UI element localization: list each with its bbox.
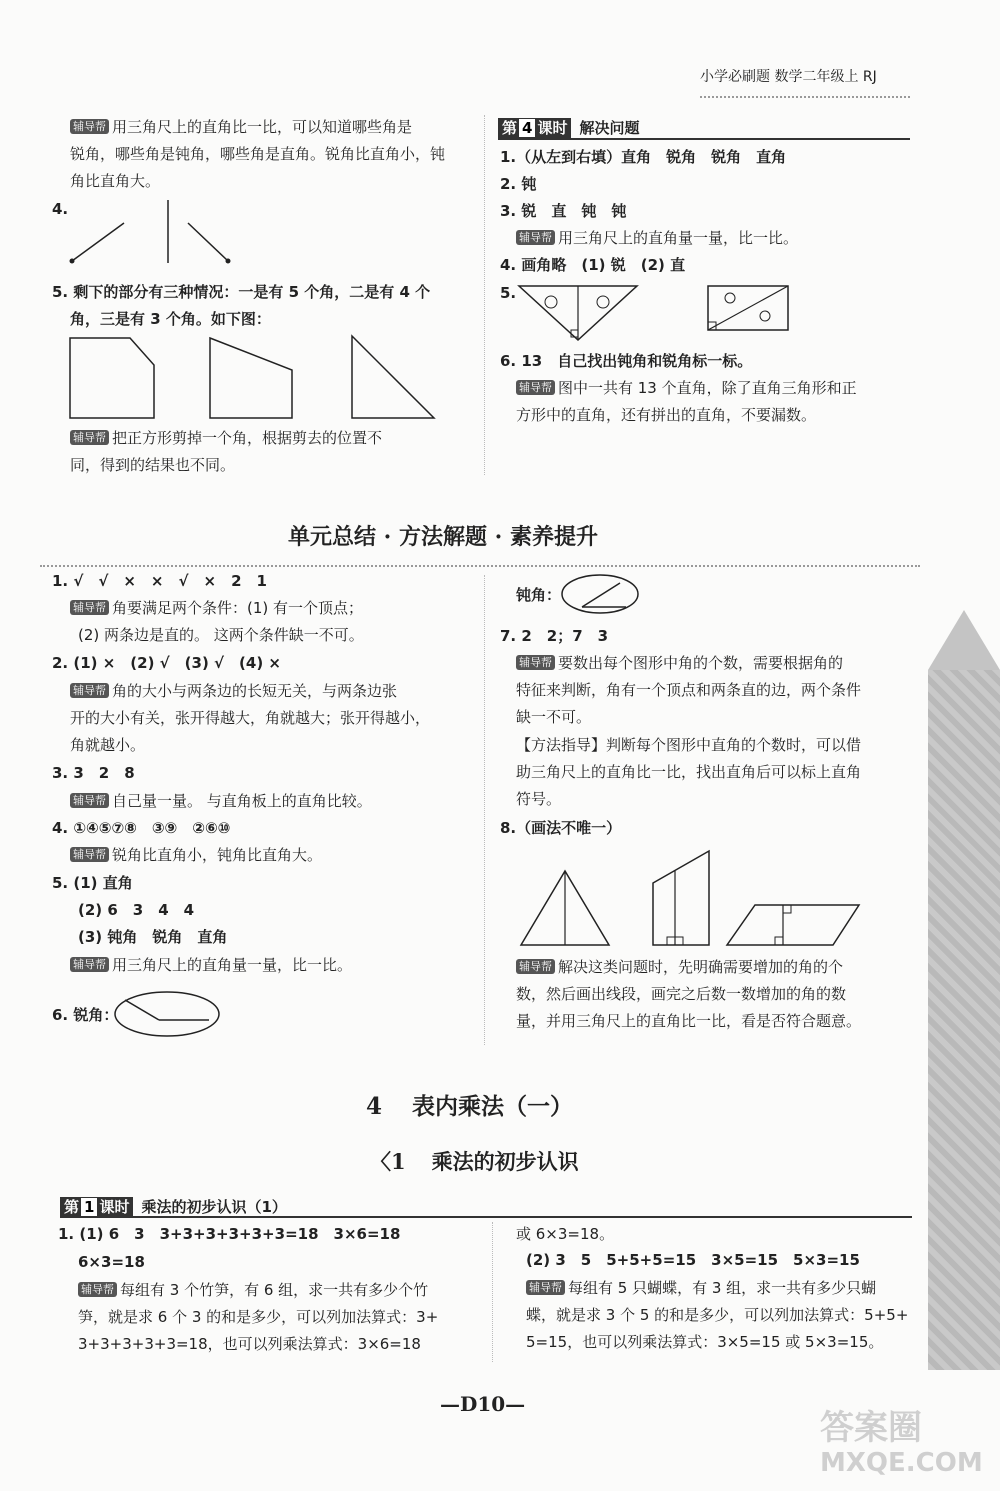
help-note: 辅导帮 把正方形剪掉一个角，根据剪去的位置不 xyxy=(70,427,382,449)
acute-angle-figure xyxy=(115,990,225,1040)
text-line: 助三角尺上的直角比一比，找出直角后可以标上直角 xyxy=(516,763,862,781)
help-note: 辅导帮 用三角尺上的直角量一量，比一比。 xyxy=(70,954,352,976)
lesson-header: 第 1 课时 乘法的初步认识（1） xyxy=(60,1196,287,1217)
summary-answer-5-2: (2) 6 3 4 4 xyxy=(78,901,195,919)
section-dotted-rule xyxy=(40,565,920,567)
cut-square-shapes xyxy=(60,330,460,425)
help-note: 辅导帮 每组有 5 只蝴蝶，有 3 组，求一共有多少只蝴 xyxy=(526,1277,876,1299)
help-tag: 辅导帮 xyxy=(70,600,109,615)
page-number: —D10— xyxy=(440,1392,526,1416)
help-note: 辅导帮 用三角尺上的直角量一量，比一比。 xyxy=(516,227,798,249)
text-line: 3+3+3+3+3=18，也可以列乘法算式：3×6=18 xyxy=(78,1335,421,1353)
watermark-url: MXQE.COM xyxy=(820,1448,983,1478)
side-decoration xyxy=(928,670,1000,1370)
text-line: 笋，就是求 6 个 3 的和是多少，可以列加法算式：3+ xyxy=(78,1308,439,1326)
obtuse-label: 钝角： xyxy=(516,586,562,604)
help-tag: 辅导帮 xyxy=(516,230,555,245)
text-line: 缺一不可。 xyxy=(516,708,592,726)
help-note: 辅导帮 自己量一量。 与直角板上的直角比较。 xyxy=(70,790,372,812)
header-dotted-rule xyxy=(700,96,910,98)
obtuse-angle-figure xyxy=(560,573,640,615)
text-line: 特征来判断，角有一个顶点和两条直的边，两个条件 xyxy=(516,681,862,699)
column-divider xyxy=(492,1222,493,1362)
subchapter-heading: 〈1 乘法的初步认识 xyxy=(370,1149,579,1174)
help-note: 辅导帮 角要满足两个条件：(1) 有一个顶点； xyxy=(70,597,363,619)
summary-answer-4: 4. ①④⑤⑦⑧ ③⑨ ②⑥⑩ xyxy=(52,819,231,837)
side-decoration-tip xyxy=(928,610,1000,670)
help-note: 辅导帮 图中一共有 13 个直角，除了直角三角形和正 xyxy=(516,377,857,399)
help-tag: 辅导帮 xyxy=(70,119,109,134)
lesson-answer-1: 1. (1) 6 3 3+3+3+3+3+3=18 3×6=18 xyxy=(58,1225,401,1243)
help-tag: 辅导帮 xyxy=(516,959,555,974)
section-title: 单元总结 · 方法解题 · 素养提升 xyxy=(288,524,598,550)
bracket-icon: 〈 xyxy=(370,1149,391,1174)
text-line: 角比直角大。 xyxy=(70,172,161,190)
text-line: 或 6×3=18。 xyxy=(516,1225,615,1243)
help-tag: 辅导帮 xyxy=(78,1282,117,1297)
text-line: 数，然后画出线段，画完之后数一数增加的角的数 xyxy=(516,985,847,1003)
text-line: 蝶，就是求 3 个 5 的和是多少，可以列加法算式：5+5+ xyxy=(526,1306,909,1324)
help-note: 辅导帮 要数出每个图形中角的个数，需要根据角的 xyxy=(516,652,843,674)
text-line: 角就越小。 xyxy=(70,736,146,754)
question-number: 4. xyxy=(52,200,69,218)
text-line: 同，得到的结果也不同。 xyxy=(70,456,236,474)
summary-answer-3: 3. 3 2 8 xyxy=(52,764,135,782)
text-line: 符号。 xyxy=(516,790,562,808)
answer-5: 5. xyxy=(500,284,517,302)
help-tag: 辅导帮 xyxy=(70,957,109,972)
column-divider xyxy=(484,575,485,1045)
lesson-answer-2: (2) 3 5 5+5+5=15 3×5=15 5×3=15 xyxy=(526,1251,860,1269)
question-5-cont: 角，三是有 3 个角。如下图： xyxy=(70,310,271,328)
help-tag: 辅导帮 xyxy=(70,793,109,808)
text-line: 5=15，也可以列乘法算式：3×5=15 或 5×3=15。 xyxy=(526,1333,884,1351)
summary-answer-6: 6. 锐角： xyxy=(52,1006,119,1024)
added-angle-figures xyxy=(515,845,875,950)
chapter-heading: 4 表内乘法（一） xyxy=(366,1093,574,1120)
summary-answer-8: 8.（画法不唯一） xyxy=(500,819,622,837)
help-note: 辅导帮 每组有 3 个竹笋，有 6 组，求一共有多少个竹 xyxy=(78,1279,428,1301)
text-line: 开的大小有关，张开得越大，角就越大；张开得越小， xyxy=(70,709,431,727)
lesson-answer-1-cont: 6×3=18 xyxy=(78,1253,145,1271)
triangle-ruler-figures xyxy=(515,282,815,344)
answer-3: 3. 锐 直 钝 钝 xyxy=(500,202,627,220)
help-tag: 辅导帮 xyxy=(516,655,555,670)
summary-answer-2: 2. (1) × (2) √ (3) √ (4) × xyxy=(52,654,281,672)
text-line: 锐角，哪些角是钝角，哪些角是直角。锐角比直角小，钝 xyxy=(70,145,446,163)
lesson-rule xyxy=(60,1216,912,1218)
summary-answer-7: 7. 2 2；7 3 xyxy=(500,627,609,645)
help-tag: 辅导帮 xyxy=(70,430,109,445)
help-note: 辅导帮 用三角尺上的直角比一比，可以知道哪些角是 xyxy=(70,116,412,138)
answer-2: 2. 钝 xyxy=(500,175,537,193)
answer-1: 1.（从左到右填）直角 锐角 锐角 直角 xyxy=(500,148,787,166)
help-tag: 辅导帮 xyxy=(70,847,109,862)
angle-figures xyxy=(60,195,320,270)
text-line: 量，并用三角尺上的直角比一比，看是否符合题意。 xyxy=(516,1012,862,1030)
help-note: 辅导帮 锐角比直角小，钝角比直角大。 xyxy=(70,844,322,866)
method-note: 【方法指导】判断每个图形中直角的个数时，可以借 xyxy=(516,736,862,754)
column-divider xyxy=(484,115,485,475)
lesson-rule xyxy=(498,138,910,140)
help-note: 辅导帮 角的大小与两条边的长短无关，与两条边张 xyxy=(70,680,397,702)
summary-answer-5-3: (3) 钝角 锐角 直角 xyxy=(78,928,228,946)
watermark-logo: 答案圈 xyxy=(820,1408,922,1448)
help-tag: 辅导帮 xyxy=(516,380,555,395)
lesson-header: 第 4 课时 解决问题 xyxy=(498,117,639,138)
summary-answer-5: 5. (1) 直角 xyxy=(52,874,133,892)
question-5: 5. 剩下的部分有三种情况：一是有 5 个角，二是有 4 个 xyxy=(52,283,431,301)
answer-6: 6. 13 自己找出钝角和锐角标一标。 xyxy=(500,352,753,370)
help-note: 辅导帮 解决这类问题时，先明确需要增加的角的个 xyxy=(516,956,843,978)
help-tag: 辅导帮 xyxy=(526,1280,565,1295)
text-line: 方形中的直角，还有拼出的直角，不要漏数。 xyxy=(516,406,817,424)
text-line: (2) 两条边是直的。 这两个条件缺一不可。 xyxy=(78,626,364,644)
help-tag: 辅导帮 xyxy=(70,683,109,698)
running-header: 小学必刷题 数学二年级上 RJ xyxy=(700,69,877,85)
summary-answer-1: 1. √ √ × × √ × 2 1 xyxy=(52,572,267,590)
answer-4: 4. 画角略 (1) 锐 (2) 直 xyxy=(500,256,686,274)
